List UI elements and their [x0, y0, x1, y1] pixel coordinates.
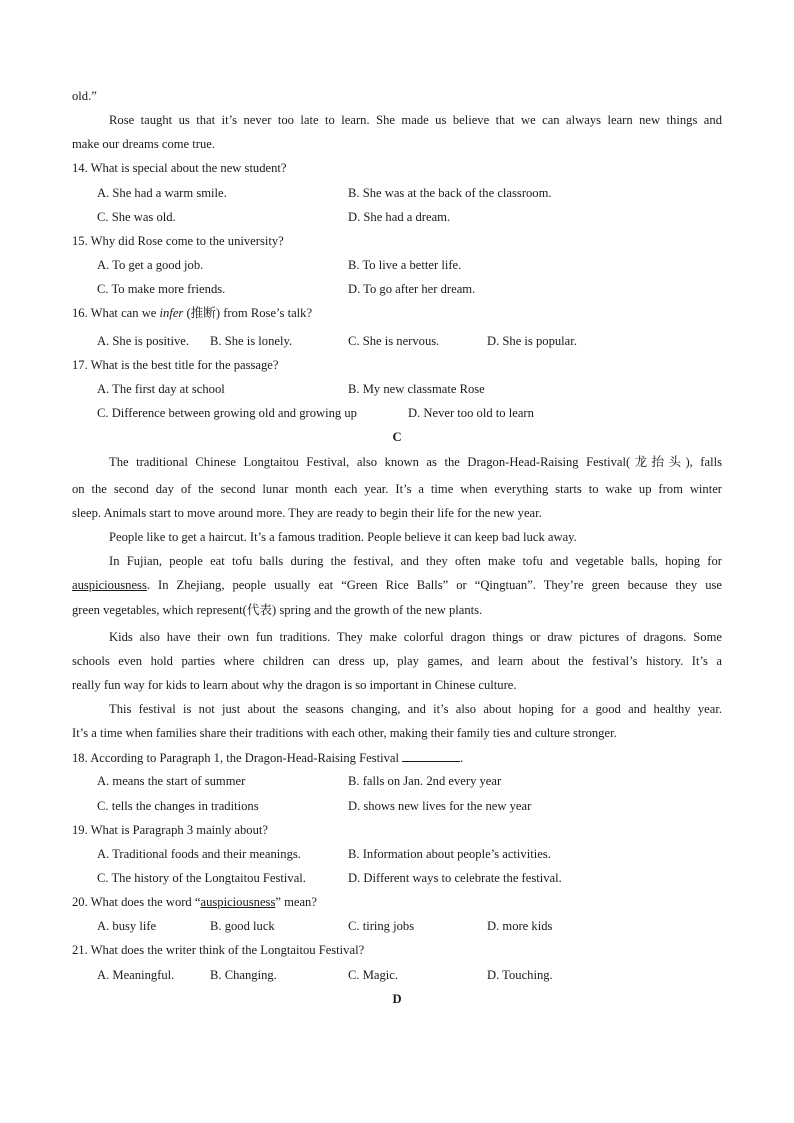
- section-c-paragraph-3-line: green vegetables, which represent(代表) spring and the growth of the new plants.: [72, 603, 483, 617]
- question-14-option-b: B. She was at the back of the classroom.: [348, 186, 552, 200]
- question-14-option-d: D. She had a dream.: [348, 210, 451, 224]
- question-16-option-c: C. She is nervous.: [348, 334, 440, 348]
- question-17-option-a: A. The first day at school: [97, 382, 225, 396]
- section-c-paragraph-4-line: schools even hold parties where children can dress up, play games, and learn about the festival’s history. It’s a: [72, 654, 722, 668]
- question-18-option-c: C. tells the changes in traditions: [97, 799, 259, 813]
- question-17-option-b: B. My new classmate Rose: [348, 382, 485, 396]
- section-c-paragraph-3-rest: . In Zhejiang, people usually eat “Green Rice Balls” or “Qingtuan”. They’re green because they use: [146, 578, 722, 592]
- question-15-option-c: C. To make more friends.: [97, 282, 226, 296]
- section-c-paragraph-4-line: Kids also have their own fun traditions. They make colorful dragon things or draw pictures of dragons. Some: [109, 630, 722, 644]
- passage-b-paragraph-line: make our dreams come true.: [72, 137, 216, 151]
- question-18-option-a: A. means the start of summer: [97, 774, 246, 788]
- question-16-option-a: A. She is positive.: [97, 334, 190, 348]
- section-c-paragraph-1-line: sleep. Animals start to move around more. They are ready to begin their life for the new year.: [72, 506, 542, 520]
- section-c-paragraph-3-line: [72, 577, 722, 593]
- question-17-option-c: C. Difference between growing old and growing up: [97, 406, 357, 420]
- question-15-stem: 15. Why did Rose come to the university?: [72, 234, 284, 248]
- question-18-option-b: B. falls on Jan. 2nd every year: [348, 774, 502, 788]
- question-21-option-a: A. Meaningful.: [97, 968, 175, 982]
- question-19-option-b: B. Information about people’s activities.: [348, 847, 551, 861]
- question-20-stem-post: ” mean?: [275, 895, 317, 909]
- section-c-paragraph-2-line: People like to get a haircut. It’s a famous tradition. People believe it can keep bad luck away.: [109, 530, 577, 544]
- question-21-option-c: C. Magic.: [348, 968, 399, 982]
- question-15-option-d: D. To go after her dream.: [348, 282, 476, 296]
- section-c-heading: C: [392, 430, 402, 444]
- question-20-option-a: A. busy life: [97, 919, 157, 933]
- question-16-stem-post: (推断) from Rose’s talk?: [183, 306, 313, 320]
- section-d-heading: D: [392, 992, 402, 1006]
- section-c-paragraph-1-line: The traditional Chinese Longtaitou Festival, also known as the Dragon-Head-Raising Festival(龙抬头), falls: [109, 455, 722, 469]
- section-c-paragraph-3-line: In Fujian, people eat tofu balls during the festival, and they often make tofu and vegetable balls, hoping for: [109, 554, 722, 568]
- question-14-option-c: C. She was old.: [97, 210, 176, 224]
- question-19-option-d: D. Different ways to celebrate the festival.: [348, 871, 562, 885]
- question-20-option-b: B. good luck: [210, 919, 275, 933]
- question-18-option-d: D. shows new lives for the new year: [348, 799, 532, 813]
- passage-b-paragraph-line: Rose taught us that it’s never too late to learn. She made us believe that we can always learn new things and: [109, 113, 722, 127]
- question-21-option-b: B. Changing.: [210, 968, 277, 982]
- question-14-option-a: A. She had a warm smile.: [97, 186, 227, 200]
- highlighted-word: auspiciousness: [72, 578, 147, 592]
- question-16-stem: [72, 305, 312, 321]
- section-c-paragraph-4-line: really fun way for kids to learn about why the dragon is so important in Chinese culture.: [72, 678, 517, 692]
- section-c-paragraph-5-line: This festival is not just about the seasons changing, and it’s also about hoping for a good and healthy year.: [109, 702, 722, 716]
- answer-blank: [402, 749, 460, 762]
- question-20-option-c: C. tiring jobs: [348, 919, 415, 933]
- question-18-stem-end: .: [460, 751, 464, 765]
- question-16-option-d: D. She is popular.: [487, 334, 577, 348]
- question-21-stem: 21. What does the writer think of the Longtaitou Festival?: [72, 943, 365, 957]
- question-17-option-d: D. Never too old to learn: [408, 406, 534, 420]
- highlighted-word: auspiciousness: [200, 895, 276, 909]
- section-c-paragraph-1-line: on the second day of the second lunar month each year. It’s a time when everything starts to wake up from winter: [72, 482, 722, 496]
- question-20-stem-pre: 20. What does the word “: [72, 895, 201, 909]
- passage-b-last-line: old.”: [72, 89, 97, 103]
- question-14-stem: 14. What is special about the new student?: [72, 161, 287, 175]
- question-16-stem-italic: infer: [159, 306, 184, 320]
- question-16-stem-pre: 16. What can we: [72, 306, 160, 320]
- section-c-paragraph-5-line: It’s a time when families share their traditions with each other, making their family ties and culture stronger.: [72, 726, 617, 740]
- question-18-stem-text: 18. According to Paragraph 1, the Dragon-Head-Raising Festival: [72, 751, 400, 765]
- question-20-stem: [72, 894, 317, 910]
- question-21-option-d: D. Touching.: [487, 968, 553, 982]
- question-19-option-c: C. The history of the Longtaitou Festival.: [97, 871, 306, 885]
- question-19-stem: 19. What is Paragraph 3 mainly about?: [72, 823, 268, 837]
- question-15-option-b: B. To live a better life.: [348, 258, 462, 272]
- question-15-option-a: A. To get a good job.: [97, 258, 204, 272]
- question-18-stem: [72, 749, 463, 766]
- question-19-option-a: A. Traditional foods and their meanings.: [97, 847, 301, 861]
- question-17-stem: 17. What is the best title for the passage?: [72, 358, 279, 372]
- question-20-option-d: D. more kids: [487, 919, 553, 933]
- question-16-option-b: B. She is lonely.: [210, 334, 293, 348]
